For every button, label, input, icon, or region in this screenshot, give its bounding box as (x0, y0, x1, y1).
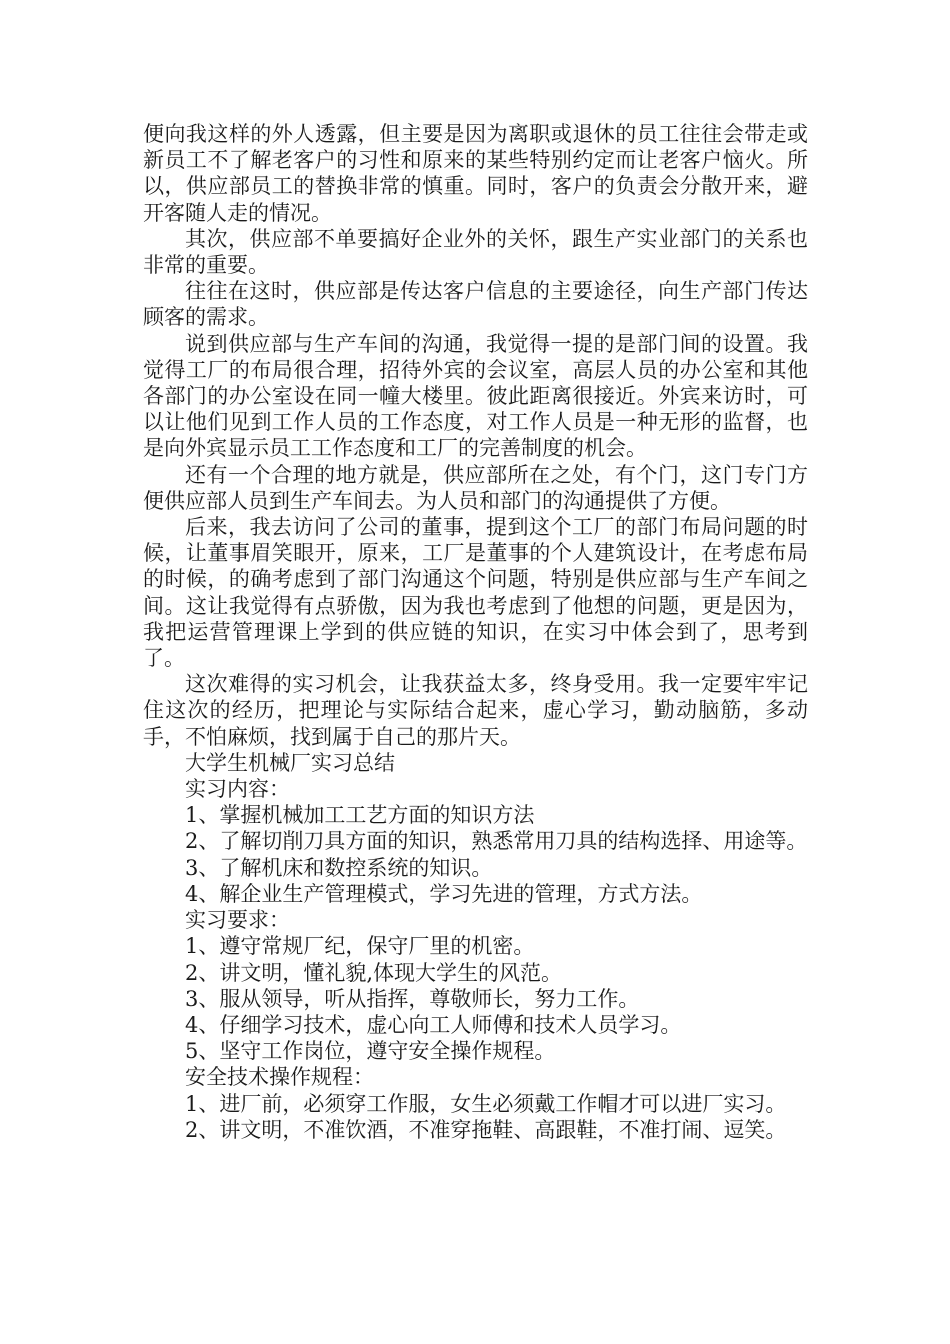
list-item: 4、解企业生产管理模式，学习先进的管理，方式方法。 (185, 881, 703, 906)
list-item: 2、讲文明，懂礼貌,体现大学生的风范。 (185, 960, 563, 985)
paragraph: 还有一个合理的地方就是，供应部所在之处，有个门，这门专门方便供应部人员到生产车间去。为人员和部门的沟通提供了方便。 (143, 462, 808, 513)
section-heading: 安全技术操作规程： (185, 1065, 374, 1090)
paragraph: 这次难得的实习机会，让我获益太多，终身受用。我一定要牢牢记住这次的经历，把理论与实际结合起来，虚心学习，勤动脑筋，多动手，不怕麻烦，找到属于自己的那片天。 (143, 672, 808, 749)
paragraph-continuation: 便向我这样的外人透露，但主要是因为离职或退休的员工往往会带走或新员工不了解老客户的习性和原来的某些特别约定而让老客户恼火。所以，供应部员工的替换非常的慎重。同时，客户的负责会分散开来，避开客随人走的情况。 (143, 122, 808, 225)
section-title: 大学生机械厂实习总结 (185, 750, 395, 775)
paragraph: 说到供应部与生产车间的沟通，我觉得一提的是部门间的设置。我觉得工厂的布局很合理，招待外宾的会议室，高层人员的办公室和其他各部门的办公室设在同一幢大楼里。彼此距离很接近。外宾来访时，可以让他们见到工作人员的工作态度，对工作人员是一种无形的监督，也是向外宾显示员工工作态度和工厂的完善制度的机会。 (143, 331, 808, 461)
list-item: 1、掌握机械加工工艺方面的知识方法 (185, 803, 535, 828)
paragraph: 其次，供应部不单要搞好企业外的关怀，跟生产实业部门的关系也非常的重要。 (143, 226, 808, 278)
section-heading: 实习要求： (185, 908, 290, 933)
paragraph: 后来，我去访问了公司的董事，提到这个工厂的部门布局问题的时候，让董事眉笑眼开，原来，工厂是董事的个人建筑设计，在考虑布局的时候，的确考虑到了部门沟通这个问题，特别是供应部与生产车间之间。这让我觉得有点骄傲，因为我也考虑到了他想的问题，更是因为，我把运营管理课上学到的供应链的知识，在实习中体会到了，思考到了。 (143, 515, 808, 671)
paragraph: 往往在这时，供应部是传达客户信息的主要途径，向生产部门传达顾客的需求。 (143, 279, 808, 330)
list-item: 2、讲文明，不准饮酒，不准穿拖鞋、高跟鞋，不准打闹、逗笑。 (185, 1117, 787, 1142)
list-item: 5、坚守工作岗位，遵守安全操作规程。 (185, 1039, 556, 1064)
list-item: 3、了解机床和数控系统的知识。 (185, 855, 493, 880)
section-heading: 实习内容： (185, 777, 290, 802)
list-item: 2、了解切削刀具方面的知识，熟悉常用刀具的结构选择、用途等。 (185, 829, 808, 854)
list-item: 1、进厂前，必须穿工作服，女生必须戴工作帽才可以进厂实习。 (185, 1091, 787, 1116)
list-item: 3、服从领导，听从指挥，尊敬师长，努力工作。 (185, 986, 640, 1011)
list-item: 4、仔细学习技术，虚心向工人师傅和技术人员学习。 (185, 1012, 682, 1037)
document-body (143, 121, 808, 1143)
list-item: 1、遵守常规厂纪，保守厂里的机密。 (185, 934, 535, 959)
